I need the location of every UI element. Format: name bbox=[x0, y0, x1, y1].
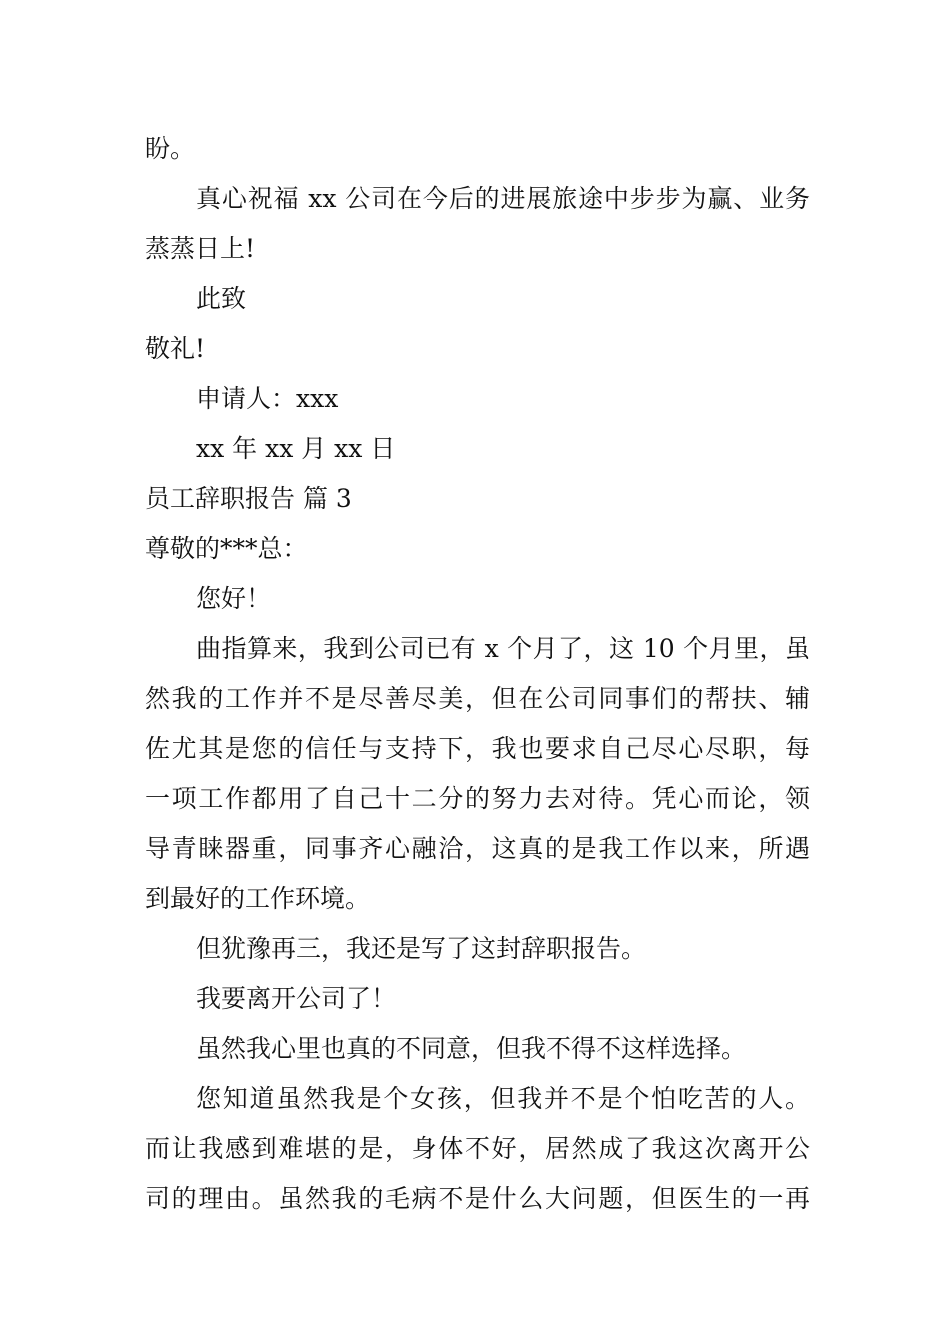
greeting: 您好！ bbox=[196, 584, 272, 613]
text-line-15: 导青睐器重，同事齐心融洽，这真的是我工作以来，所遇 bbox=[145, 834, 810, 863]
text-line-12: 然我的工作并不是尽善尽美，但在公司同事们的帮扶、辅 bbox=[145, 684, 810, 713]
text-line-17: 但犹豫再三，我还是写了这封辞职报告。 bbox=[196, 934, 647, 963]
text-line-13: 佐尤其是您的信任与支持下，我也要求自己尽心尽职，每 bbox=[145, 734, 810, 763]
text-line-21: 而让我感到难堪的是，身体不好，居然成了我这次离开公 bbox=[145, 1134, 810, 1163]
text-line-5: 敬礼! bbox=[145, 334, 206, 363]
text-line-19: 虽然我心里也真的不同意，但我不得不这样选择。 bbox=[196, 1034, 747, 1063]
text-line-14: 一项工作都用了自己十二分的努力去对待。凭心而论，领 bbox=[145, 784, 810, 813]
text-line-11: 曲指算来，我到公司已有 x 个月了，这 10 个月里，虽 bbox=[196, 634, 810, 663]
text-line-3: 蒸蒸日上! bbox=[145, 234, 256, 263]
text-line-1: 盼。 bbox=[145, 134, 196, 163]
text-line-6: 申请人：xxx bbox=[196, 384, 339, 413]
text-line-22: 司的理由。虽然我的毛病不是什么大问题，但医生的一再 bbox=[145, 1184, 810, 1213]
text-line-4: 此致 bbox=[196, 284, 247, 313]
text-line-18: 我要离开公司了！ bbox=[196, 984, 397, 1013]
salutation: 尊敬的***总： bbox=[145, 534, 308, 563]
text-line-16: 到最好的工作环境。 bbox=[145, 884, 371, 913]
section-heading: 员工辞职报告 篇 3 bbox=[145, 484, 352, 513]
text-line-20: 您知道虽然我是个女孩，但我并不是个怕吃苦的人。 bbox=[196, 1084, 810, 1113]
text-line-2: 真心祝福 xx 公司在今后的进展旅途中步步为赢、业务 bbox=[196, 184, 810, 213]
text-line-7: xx 年 xx 月 xx 日 bbox=[196, 434, 396, 463]
